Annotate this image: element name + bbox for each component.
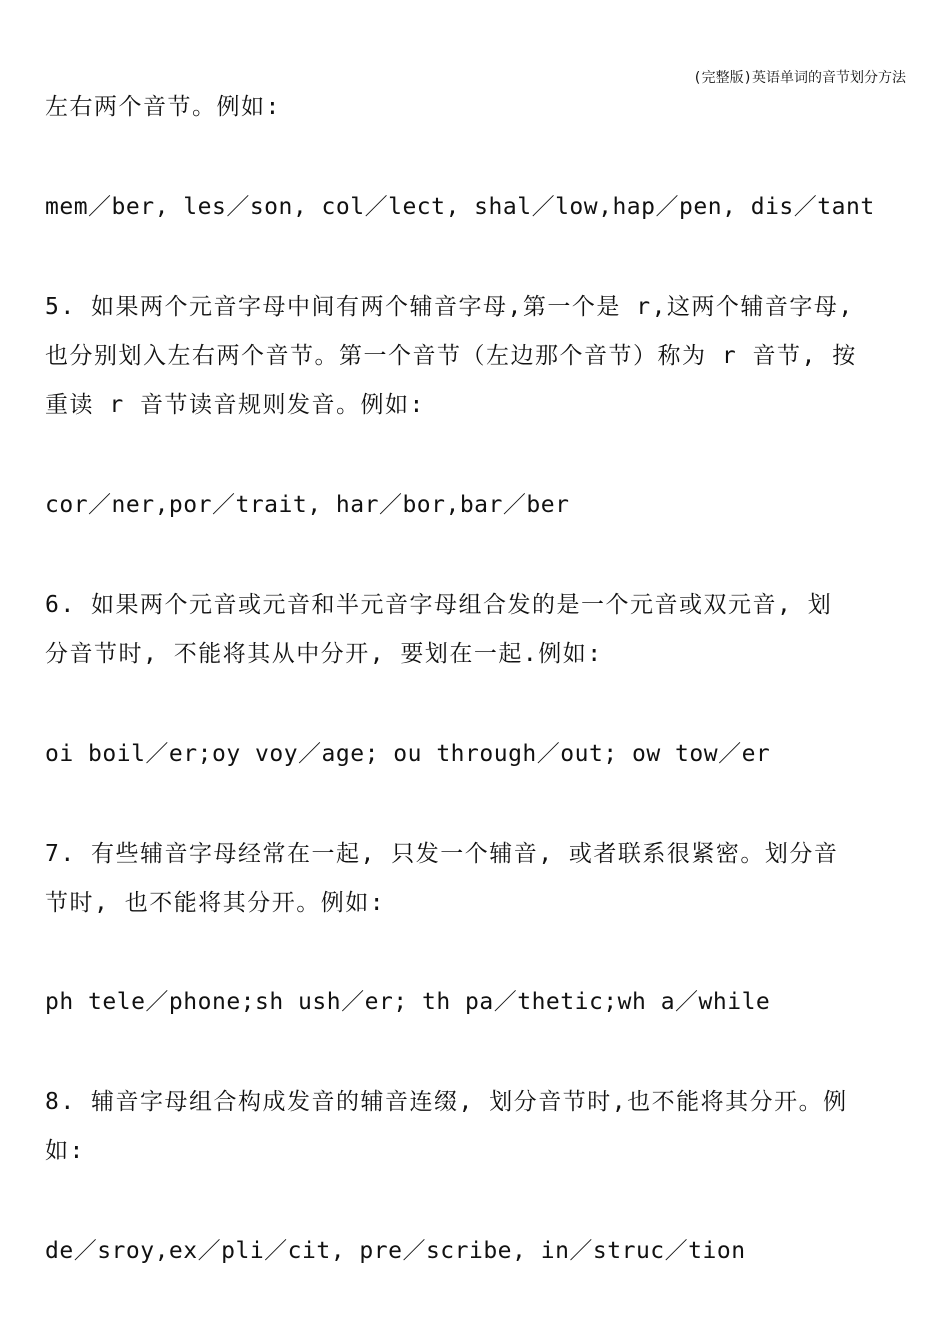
example-line-rule-4: mem／ber, les／son, col／lect, shal／low,hap／pen, dis／tant [45,194,875,220]
example-line-rule-7: ph tele／phone;sh ush／er; th pa／thetic;wh a／while [45,989,771,1015]
page-header: (完整版)英语单词的音节划分方法 [693,70,906,86]
rule-5-line-1: 5. 如果两个元音字母中间有两个辅音字母,第一个是 r,这两个辅音字母, [45,294,854,320]
rule-5-line-3: 重读 r 音节读音规则发音。例如: [45,392,425,418]
example-line-rule-6: oi boil／er;oy voy／age; ou through／out; ow tow／er [45,741,771,767]
rule-7-line-1: 7. 有些辅音字母经常在一起, 只发一个辅音, 或者联系很紧密。划分音 [45,841,839,867]
text-line-continuation: 左右两个音节。例如: [45,94,281,120]
rule-8-line-2: 如: [45,1138,85,1164]
rule-5-line-2: 也分别划入左右两个音节。第一个音节（左边那个音节）称为 r 音节, 按 [45,343,857,369]
rule-6-line-2: 分音节时, 不能将其从中分开, 要划在一起.例如: [45,641,603,667]
example-line-rule-8: de／sroy,ex／pli／cit, pre／scribe, in／struc／tion [45,1238,746,1264]
example-line-rule-5: cor／ner,por／trait, har／bor,bar／ber [45,492,570,518]
rule-7-line-2: 节时, 也不能将其分开。例如: [45,890,386,916]
rule-8-line-1: 8. 辅音字母组合构成发音的辅音连缀, 划分音节时,也不能将其分开。例 [45,1089,848,1115]
rule-6-line-1: 6. 如果两个元音或元音和半元音字母组合发的是一个元音或双元音, 划 [45,592,833,618]
